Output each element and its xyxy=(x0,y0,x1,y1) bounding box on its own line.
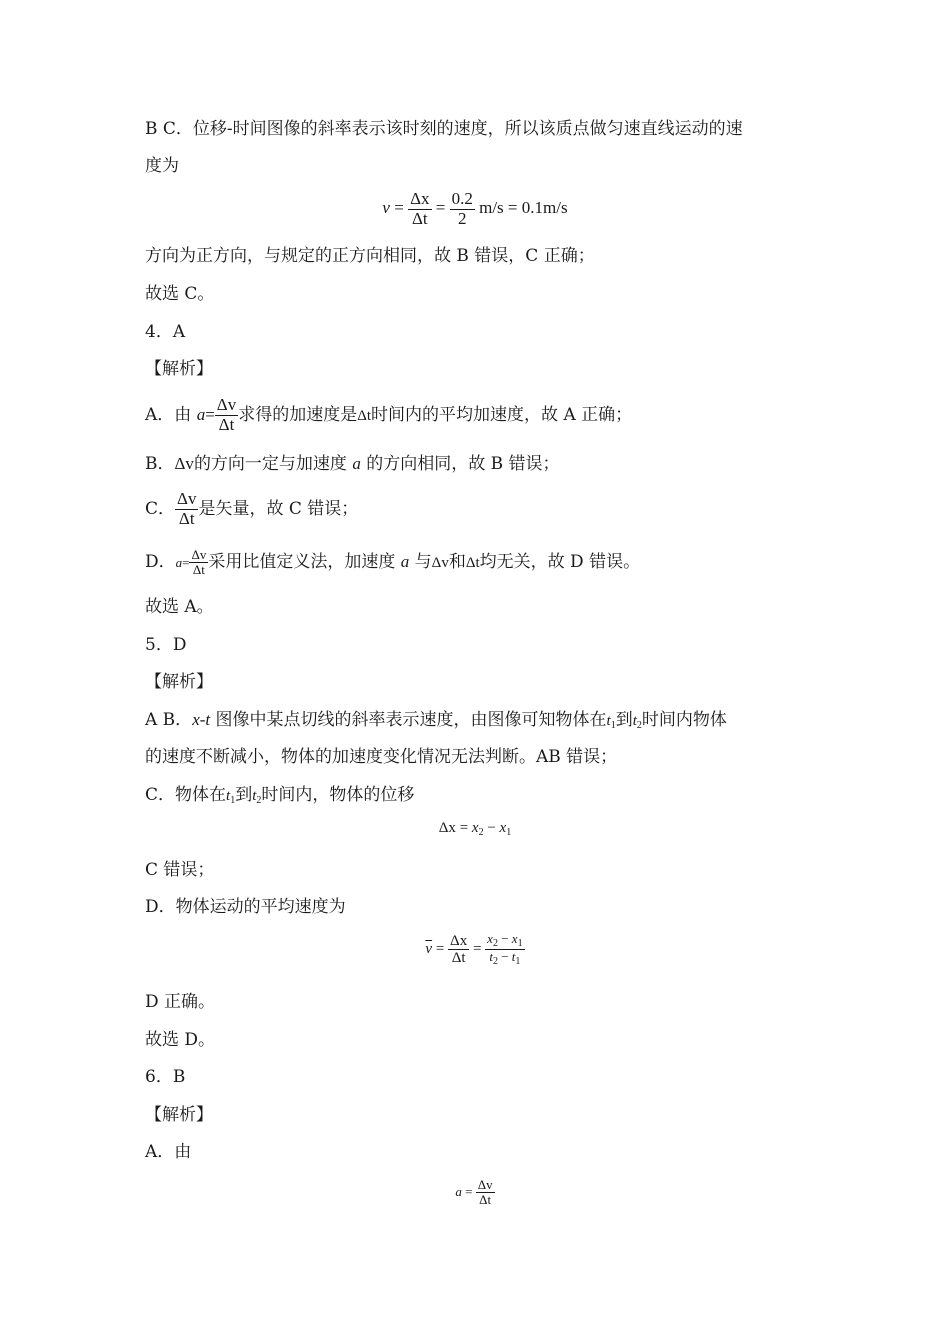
text: 时间内物体 xyxy=(641,710,727,730)
x1: x xyxy=(511,931,518,946)
q5-ab-line2: 的速度不断减小，物体的加速度变化情况无法判断。AB 错误； xyxy=(145,747,618,767)
eq-sign: = xyxy=(394,198,404,218)
eq-sign: = xyxy=(205,405,215,424)
text: 采用比值定义法，加速度 xyxy=(208,552,401,572)
xt: x-t xyxy=(192,710,211,729)
sub: 1 xyxy=(517,938,523,949)
t1: t xyxy=(226,788,231,804)
q4-option-c xyxy=(145,488,358,530)
q5-average-velocity-equation xyxy=(0,932,950,967)
q3-velocity-equation xyxy=(0,190,950,228)
eq-v: v xyxy=(382,198,390,218)
fraction-dv-dt xyxy=(189,548,208,578)
denominator: Δt xyxy=(218,415,235,434)
q4-option-b xyxy=(145,452,560,476)
fraction-values xyxy=(450,190,475,228)
q6-jiexi: 【解析】 xyxy=(145,1105,213,1125)
sub: 1 xyxy=(515,956,521,967)
minus: − xyxy=(501,931,509,946)
q4-answer: 4．A xyxy=(145,322,186,342)
q5-option-ab xyxy=(145,708,727,738)
denominator xyxy=(485,950,524,967)
numerator: Δv xyxy=(216,395,237,415)
sub: 2 xyxy=(636,720,642,731)
q4-option-a xyxy=(145,394,632,437)
numerator: Δv xyxy=(177,489,197,509)
x2: x xyxy=(471,820,479,836)
q6-acceleration-equation xyxy=(0,1178,950,1208)
q5-option-d: D．物体运动的平均速度为 xyxy=(145,897,346,917)
text: 均无关，故 D 错误。 xyxy=(479,552,641,572)
t2: t xyxy=(489,949,493,964)
q3-bc-line2: 度为 xyxy=(145,156,179,176)
v-bar: $\overline{v}$ xyxy=(425,940,433,957)
q5-jiexi: 【解析】 xyxy=(145,672,213,692)
t1: t xyxy=(606,713,611,729)
denominator: Δt xyxy=(479,1192,492,1208)
text: 与 xyxy=(409,552,432,572)
var-a: a xyxy=(352,454,361,473)
text: 图像中某点切线的斜率表示速度，由图像可知物体在 xyxy=(210,710,607,730)
fraction-x-t xyxy=(485,932,524,967)
var-a: a xyxy=(175,555,183,570)
prefix: C． xyxy=(145,499,176,519)
q3-choice: 故选 C。 xyxy=(145,284,215,304)
text: 是矢量，故 C 错误； xyxy=(198,499,359,519)
t2: t xyxy=(252,788,257,804)
numerator: Δx xyxy=(410,189,430,208)
dv: Δv xyxy=(174,454,194,473)
sub: 1 xyxy=(506,827,512,838)
numerator: Δx xyxy=(450,932,468,949)
q5-displacement-equation xyxy=(0,820,950,838)
t1: t xyxy=(511,949,516,964)
prefix: C．物体在 xyxy=(145,785,227,805)
result: 0.1m/s xyxy=(521,198,568,218)
fraction-dv-dt xyxy=(175,490,198,528)
lhs: Δx xyxy=(438,820,456,836)
denominator: Δt xyxy=(178,509,195,528)
prefix: A B． xyxy=(145,710,193,730)
text: 时间内的平均加速度，故 A 正确； xyxy=(371,405,633,425)
fraction-dx-dt xyxy=(408,190,431,228)
text: 求得的加速度是 xyxy=(238,405,358,425)
x1: x xyxy=(499,820,507,836)
q5-answer: 5．D xyxy=(145,635,187,655)
eq-sign: = xyxy=(182,555,190,570)
var-a: a xyxy=(400,552,410,571)
eq-sign: = xyxy=(459,820,469,836)
sub: 1 xyxy=(230,795,236,806)
text: 到 xyxy=(615,710,633,730)
sub: 2 xyxy=(478,827,484,838)
prefix: B． xyxy=(145,454,175,474)
numerator: Δv xyxy=(191,546,207,562)
denominator: Δt xyxy=(192,562,205,577)
denominator: Δt xyxy=(411,208,428,228)
text: 的方向相同，故 B 错误； xyxy=(360,454,560,474)
dv: Δv xyxy=(431,555,449,571)
fraction-dx-dt xyxy=(448,933,469,967)
text: 的方向一定与加速度 xyxy=(193,454,353,474)
text: 时间内，物体的位移 xyxy=(261,785,415,805)
q6-option-a: A．由 xyxy=(145,1142,192,1162)
q3-bc-line1: B C．位移-时间图像的斜率表示该时刻的速度，所以该质点做匀速直线运动的速 xyxy=(145,119,743,139)
fraction-dv-dt xyxy=(476,1178,495,1208)
unit: m/s xyxy=(479,198,504,218)
q5-option-c xyxy=(145,783,414,813)
eq-sign: = xyxy=(507,198,518,218)
numerator: 0.2 xyxy=(451,189,473,208)
sub: 2 xyxy=(492,938,498,949)
var-a: a xyxy=(455,1183,462,1199)
dt: Δt xyxy=(357,408,372,424)
numerator: Δv xyxy=(477,1177,493,1192)
sub: 2 xyxy=(492,956,498,967)
q3-direction-line: 方向为正方向，与规定的正方向相同，故 B 错误，C 正确； xyxy=(145,246,595,266)
q5-d-result: D 正确。 xyxy=(145,992,216,1012)
eq-sign: = xyxy=(435,198,446,218)
x2: x xyxy=(487,931,493,946)
text: 和 xyxy=(448,552,466,572)
numerator xyxy=(485,932,524,950)
fraction-dv-dt xyxy=(215,396,238,434)
dt: Δt xyxy=(465,555,480,571)
eq-sign: = xyxy=(435,940,445,957)
eq-sign: = xyxy=(465,1183,473,1199)
text: 到 xyxy=(235,785,253,805)
minus: − xyxy=(501,949,509,964)
prefix: A．由 xyxy=(145,405,197,425)
var-a: a xyxy=(196,405,206,424)
t2: t xyxy=(632,713,637,729)
q5-choice: 故选 D。 xyxy=(145,1030,216,1050)
sub: 2 xyxy=(256,795,262,806)
q4-jiexi: 【解析】 xyxy=(145,359,213,379)
minus: − xyxy=(487,820,496,836)
q5-c-result: C 错误； xyxy=(145,860,215,880)
q4-option-d xyxy=(145,542,640,583)
denominator: Δt xyxy=(451,950,466,966)
denominator: 2 xyxy=(457,208,467,228)
eq-sign: = xyxy=(472,940,482,957)
sub: 1 xyxy=(610,720,616,731)
q6-answer: 6．B xyxy=(145,1067,186,1087)
prefix: D． xyxy=(145,552,176,572)
q4-choice: 故选 A。 xyxy=(145,597,214,617)
